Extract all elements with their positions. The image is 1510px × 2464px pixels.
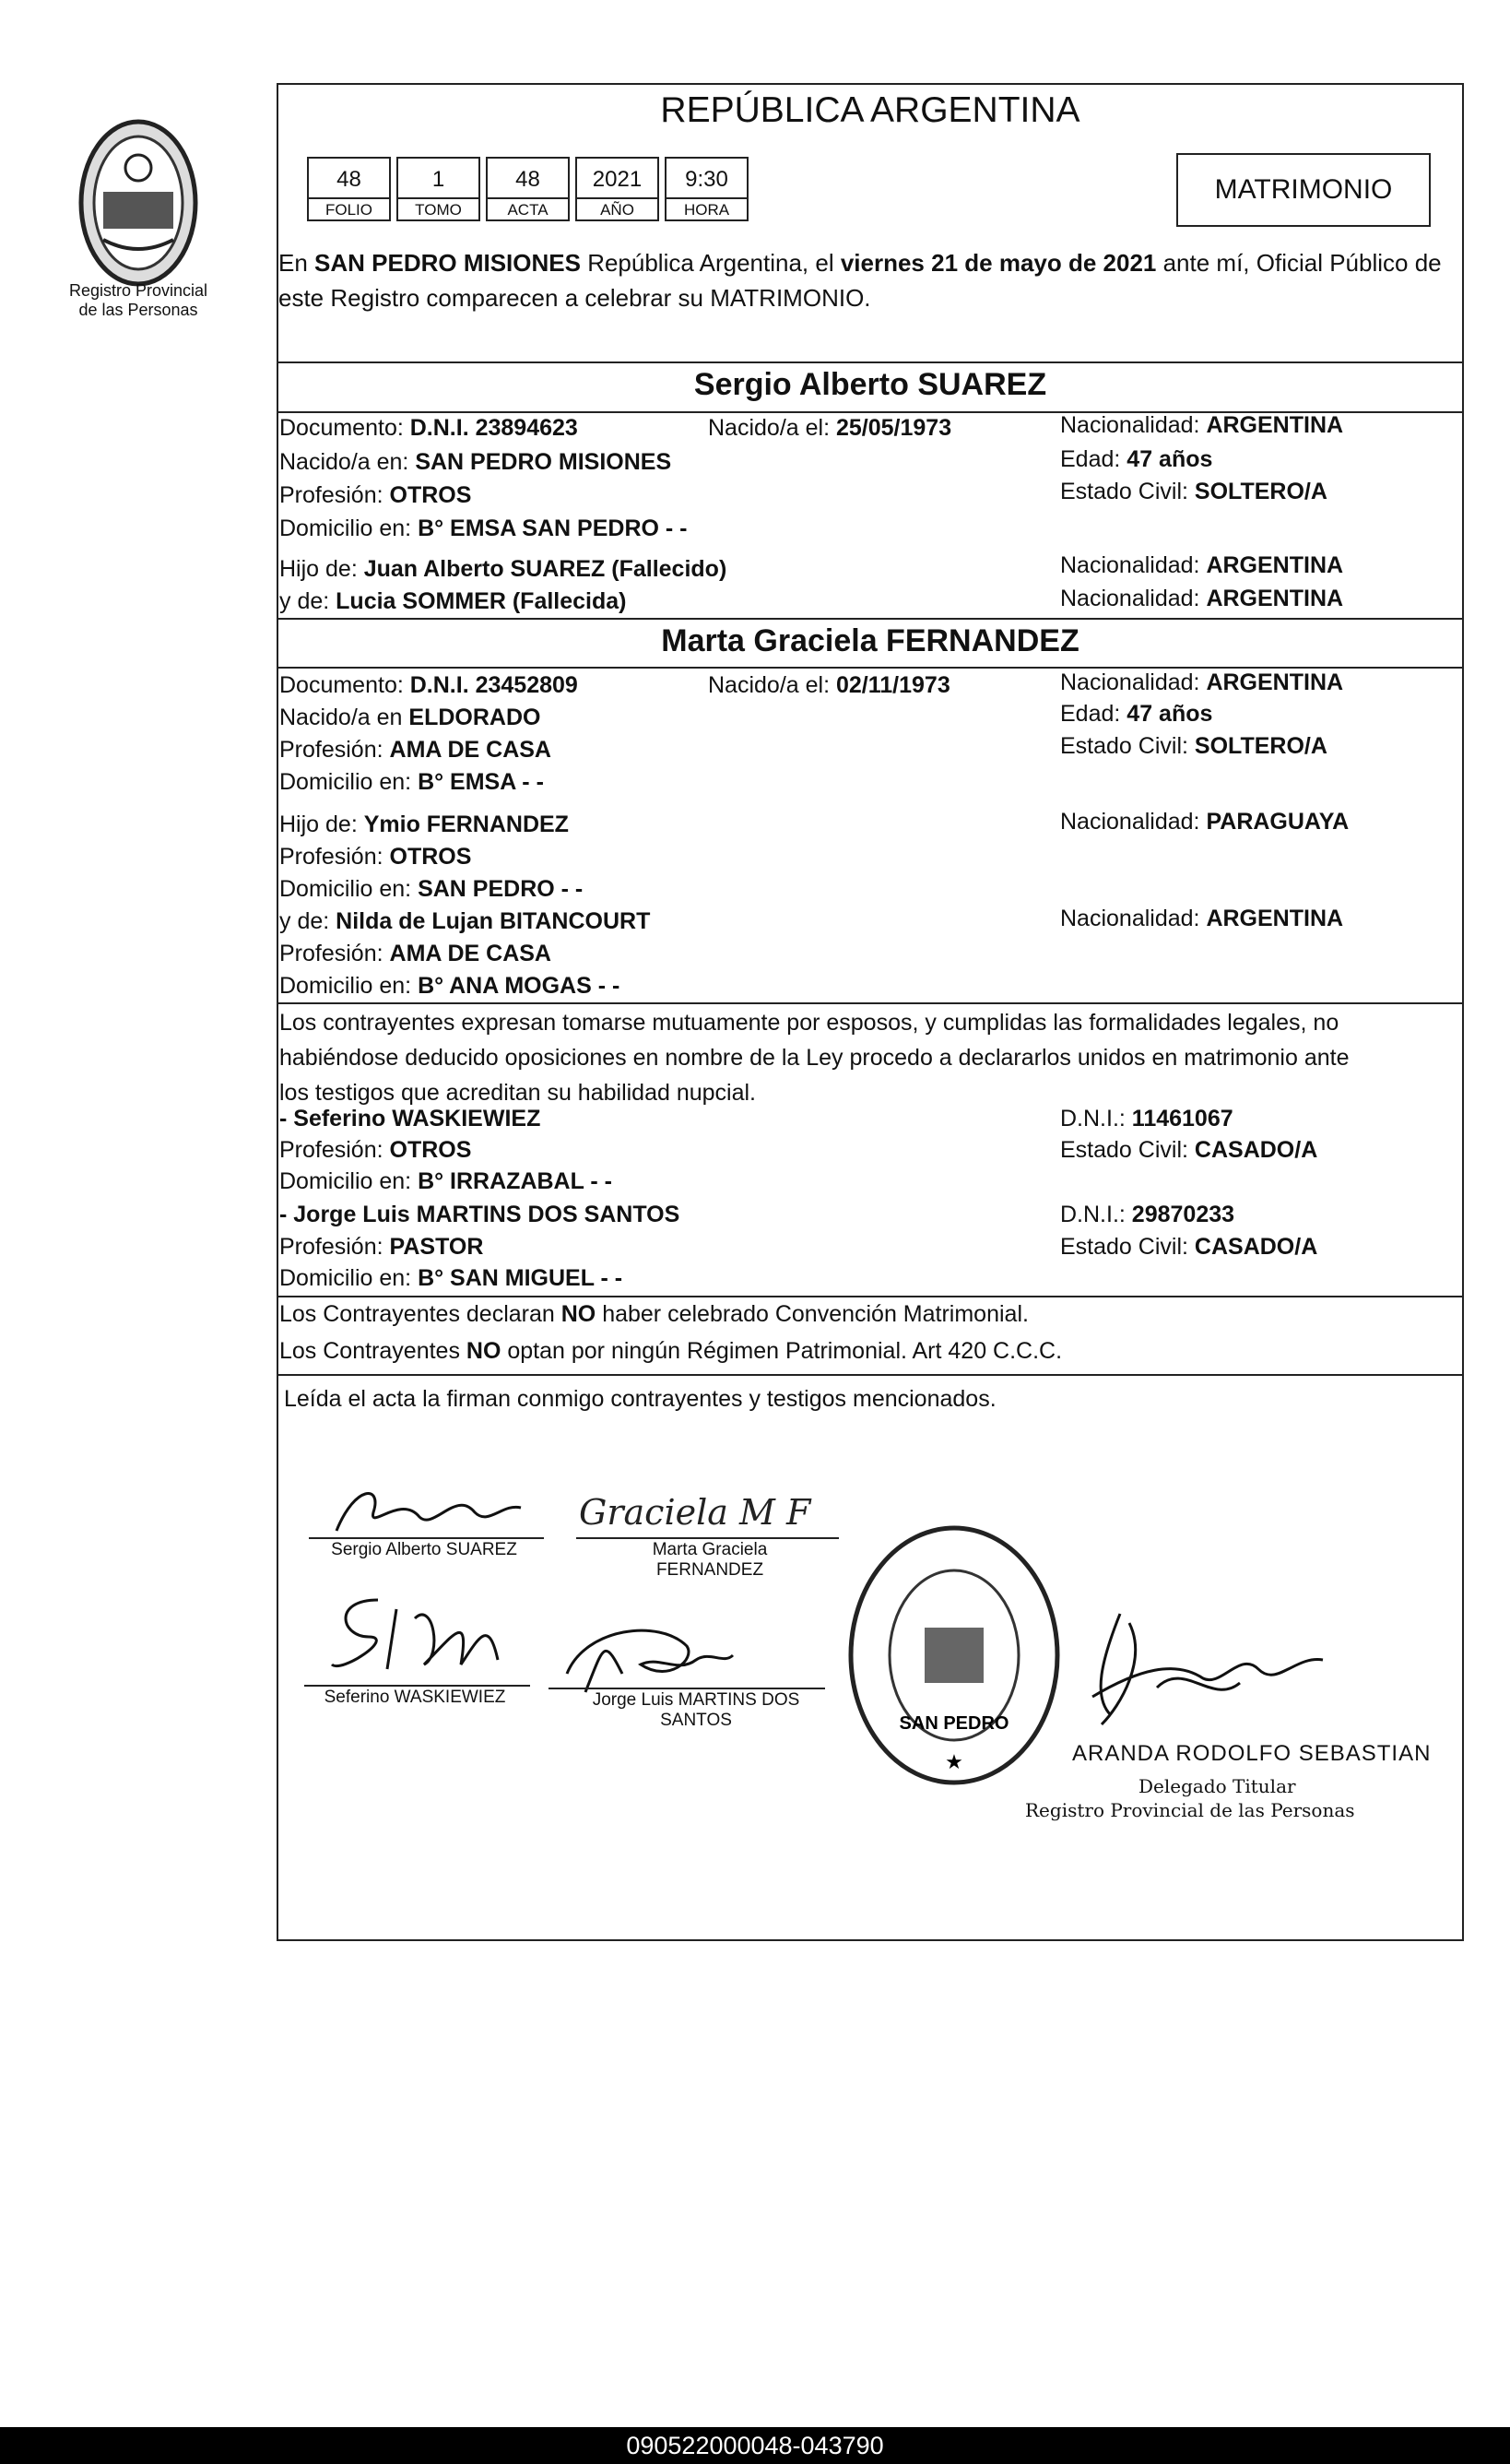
signature-line (304, 1685, 530, 1687)
value: - Jorge Luis MARTINS DOS SANTOS (279, 1202, 680, 1227)
spouse2-madre-domicilio (279, 972, 619, 1000)
label: Nacionalidad: (1060, 906, 1200, 931)
code-label: TOMO (396, 199, 480, 221)
spouse1-domicilio (279, 515, 687, 542)
spouse1-edad (1060, 445, 1212, 473)
code-tomo (396, 157, 480, 221)
spouse2-madre (279, 907, 650, 935)
text: Los Contrayentes (279, 1338, 466, 1364)
spouse2-profesion (279, 736, 551, 764)
text: haber celebrado Convención Matrimonial. (596, 1301, 1029, 1327)
value: ARGENTINA (1206, 412, 1344, 438)
spouse1-madre (279, 587, 627, 615)
spouse2-padre-profesion (279, 843, 471, 871)
caption-line: FERNANDEZ (655, 1560, 764, 1580)
label: y de: (279, 908, 330, 934)
value: - Seferino WASKIEWIEZ (279, 1106, 541, 1131)
label: Nacionalidad: (1060, 669, 1200, 695)
value: 47 años (1127, 701, 1213, 727)
code-folio (307, 157, 391, 221)
intro-text: República Argentina, el (580, 249, 841, 277)
value: SOLTERO/A (1194, 479, 1327, 504)
spouse2-padre (279, 811, 569, 838)
value: 11461067 (1131, 1106, 1233, 1131)
label: y de: (279, 588, 330, 614)
value: B° SAN MIGUEL - - (418, 1265, 623, 1291)
label: Edad: (1060, 446, 1121, 472)
signature-fernandez: Graciela M F (579, 1492, 811, 1533)
witness1-profesion (279, 1136, 471, 1164)
code-value: 2021 (575, 157, 659, 199)
code-value: 48 (486, 157, 570, 199)
label: Nacionalidad: (1060, 809, 1200, 835)
value: CASADO/A (1194, 1137, 1318, 1163)
label: Domicilio en: (279, 1265, 412, 1291)
value: ARGENTINA (1206, 669, 1344, 695)
value: AMA DE CASA (389, 941, 551, 966)
spouse1-estado (1060, 478, 1327, 505)
declaration-paragraph (279, 1005, 1459, 1110)
code-hora (665, 157, 749, 221)
spouse2-lugar (279, 704, 540, 731)
code-value: 1 (396, 157, 480, 199)
label: Nacionalidad: (1060, 552, 1200, 578)
value: ELDORADO (408, 705, 541, 730)
value: SOLTERO/A (1194, 733, 1327, 759)
label: Domicilio en: (279, 973, 412, 999)
regime-line-1 (279, 1300, 1029, 1328)
label: Hijo de: (279, 811, 358, 837)
closing-text: Leída el acta la firman conmigo contrayentes y testigos mencionados. (284, 1386, 997, 1412)
signature-waskiewiez (323, 1581, 516, 1688)
divider (277, 1374, 1464, 1376)
logo-caption-line: Registro Provincial (68, 281, 208, 300)
spouse1-padre (279, 555, 726, 583)
label: Nacido/a en: (279, 449, 409, 475)
spouse2-documento (279, 671, 578, 699)
spouse2-edad (1060, 700, 1212, 728)
caption-line: Marta Graciela (652, 1540, 768, 1559)
label: Domicilio en: (279, 769, 412, 795)
spouse2-domicilio (279, 768, 544, 796)
label: Profesión: (279, 844, 383, 870)
signature-line (309, 1537, 544, 1539)
value: PASTOR (389, 1234, 484, 1260)
value: OTROS (389, 482, 472, 508)
logo-caption-line: de las Personas (78, 301, 198, 319)
witness1-dni (1060, 1105, 1233, 1132)
spouse2-nacionalidad (1060, 669, 1343, 696)
value: CASADO/A (1194, 1234, 1318, 1260)
label: Profesión: (279, 482, 383, 508)
witness2-dni (1060, 1201, 1234, 1228)
text: Los Contrayentes declaran (279, 1301, 561, 1327)
code-value: 48 (307, 157, 391, 199)
caption-line: Jorge Luis MARTINS DOS (592, 1690, 800, 1710)
document-footer-code: 090522000048-043790 (0, 2427, 1510, 2464)
value: 29870233 (1131, 1202, 1235, 1227)
label: Estado Civil: (1060, 479, 1188, 504)
value: ARGENTINA (1206, 906, 1344, 931)
svg-text:★: ★ (945, 1750, 963, 1773)
divider (277, 618, 1464, 620)
official-role: Delegado Titular (1138, 1775, 1296, 1797)
intro-date: viernes 21 de mayo de 2021 (840, 249, 1157, 277)
code-ano (575, 157, 659, 221)
label: Profesión: (279, 1137, 383, 1163)
label: Estado Civil: (1060, 1234, 1188, 1260)
spouse2-nacido (708, 671, 950, 699)
witness2-name (279, 1201, 679, 1228)
code-label: ACTA (486, 199, 570, 221)
spouse2-estado (1060, 732, 1327, 760)
value: B° ANA MOGAS - - (418, 973, 620, 999)
label: Profesión: (279, 1234, 383, 1260)
signature-caption (581, 1540, 839, 1581)
intro-text: En (278, 249, 315, 277)
regime-line-2 (279, 1337, 1062, 1365)
spouse1-lugar (279, 448, 671, 476)
spouse2-madre-nac (1060, 905, 1343, 932)
caption-line: SANTOS (660, 1711, 732, 1730)
record-type-box: MATRIMONIO (1176, 153, 1431, 227)
spouse1-nacido (708, 414, 951, 442)
label: Documento: (279, 672, 404, 698)
label: Profesión: (279, 737, 383, 763)
value: Nilda de Lujan BITANCOURT (336, 908, 651, 934)
label: D.N.I.: (1060, 1106, 1126, 1131)
value: 02/11/1973 (835, 672, 950, 698)
value: PARAGUAYA (1206, 809, 1350, 835)
intro-paragraph (278, 245, 1458, 315)
signature-line (576, 1537, 839, 1539)
spouse1-padre-nac (1060, 551, 1343, 579)
value: OTROS (389, 1137, 472, 1163)
label: Domicilio en: (279, 876, 412, 902)
code-acta (486, 157, 570, 221)
intro-text: ante mí, Oficial Público de este Registro comparecen a celebrar su MATRIMONIO. (278, 249, 1442, 312)
label: Nacido/a el: (708, 672, 831, 698)
spouse2-padre-nac (1060, 808, 1349, 835)
signature-official (1065, 1605, 1341, 1747)
divider (277, 1296, 1464, 1297)
value: ARGENTINA (1206, 586, 1344, 611)
spouse2-padre-domicilio (279, 875, 583, 903)
spouse1-madre-nac (1060, 585, 1343, 612)
code-value: 9:30 (665, 157, 749, 199)
spouse2-madre-profesion (279, 940, 551, 967)
label: Estado Civil: (1060, 1137, 1188, 1163)
label: Estado Civil: (1060, 733, 1188, 759)
value: AMA DE CASA (389, 737, 551, 763)
spouse1-profesion (279, 481, 471, 509)
witness1-name (279, 1105, 540, 1132)
code-label: HORA (665, 199, 749, 221)
value: Lucia SOMMER (Fallecida) (336, 588, 627, 614)
value: 25/05/1973 (835, 415, 952, 441)
witness1-estado (1060, 1136, 1317, 1164)
value: B° IRRAZABAL - - (418, 1168, 612, 1194)
text-bold: NO (466, 1338, 501, 1364)
value: B° EMSA SAN PEDRO - - (418, 515, 688, 541)
text: optan por ningún Régimen Patrimonial. Art 420 C.C.C. (501, 1338, 1063, 1364)
label: Domicilio en: (279, 515, 412, 541)
label: Profesión: (279, 941, 383, 966)
code-label: FOLIO (307, 199, 391, 221)
value: SAN PEDRO MISIONES (415, 449, 672, 475)
spouse1-name: Sergio Alberto SUAREZ (693, 367, 1047, 402)
spouse1-documento (279, 414, 578, 442)
label: Nacido/a el: (708, 415, 831, 441)
witness2-domicilio (279, 1264, 622, 1292)
label: Documento: (279, 415, 404, 441)
value: 47 años (1127, 446, 1213, 472)
declaration-line: los testigos que acreditan su habilidad nupcial. (279, 1080, 757, 1106)
divider (277, 1002, 1464, 1004)
spouse2-name: Marta Graciela FERNANDEZ (661, 623, 1079, 658)
label: Edad: (1060, 701, 1121, 727)
witness2-profesion (279, 1233, 483, 1261)
signature-caption (562, 1690, 830, 1731)
text-bold: NO (560, 1301, 596, 1327)
official-name: ARANDA RODOLFO SEBASTIAN (1072, 1741, 1432, 1766)
value: Ymio FERNANDEZ (363, 811, 569, 837)
value: OTROS (389, 844, 472, 870)
official-org: Registro Provincial de las Personas (1025, 1799, 1355, 1821)
code-label: AÑO (575, 199, 659, 221)
stamp-city: SAN PEDRO (899, 1713, 1009, 1734)
signature-caption: Sergio Alberto SUAREZ (331, 1540, 517, 1559)
intro-place: SAN PEDRO MISIONES (314, 249, 581, 277)
spouse1-nacionalidad (1060, 411, 1343, 439)
label: D.N.I.: (1060, 1202, 1126, 1227)
label: Nacionalidad: (1060, 412, 1200, 438)
witness2-estado (1060, 1233, 1317, 1261)
label: Hijo de: (279, 556, 358, 582)
declaration-line: Los contrayentes expresan tomarse mutuamente por esposos, y cumplidas las formalidades legales, no (279, 1010, 1339, 1036)
label: Nacionalidad: (1060, 586, 1200, 611)
divider (277, 361, 1464, 363)
value: SAN PEDRO - - (418, 876, 584, 902)
witness1-domicilio (279, 1167, 612, 1195)
signature-line (549, 1688, 825, 1689)
official-stamp (843, 1522, 1065, 1789)
record-codes (307, 157, 754, 221)
value: Juan Alberto SUAREZ (Fallecido) (363, 556, 727, 582)
value: D.N.I. 23452809 (409, 672, 578, 698)
declaration-line: habiéndose deducido oposiciones en nombre de la Ley procedo a declararlos unidos en matrimonio ante (279, 1045, 1350, 1071)
page-title: REPÚBLICA ARGENTINA (660, 90, 1080, 130)
label: Nacido/a en (279, 705, 403, 730)
signature-caption: Seferino WASKIEWIEZ (324, 1688, 506, 1707)
value: ARGENTINA (1206, 552, 1344, 578)
value: D.N.I. 23894623 (409, 415, 578, 441)
value: B° EMSA - - (418, 769, 544, 795)
logo-caption (37, 281, 240, 320)
label: Domicilio en: (279, 1168, 412, 1194)
